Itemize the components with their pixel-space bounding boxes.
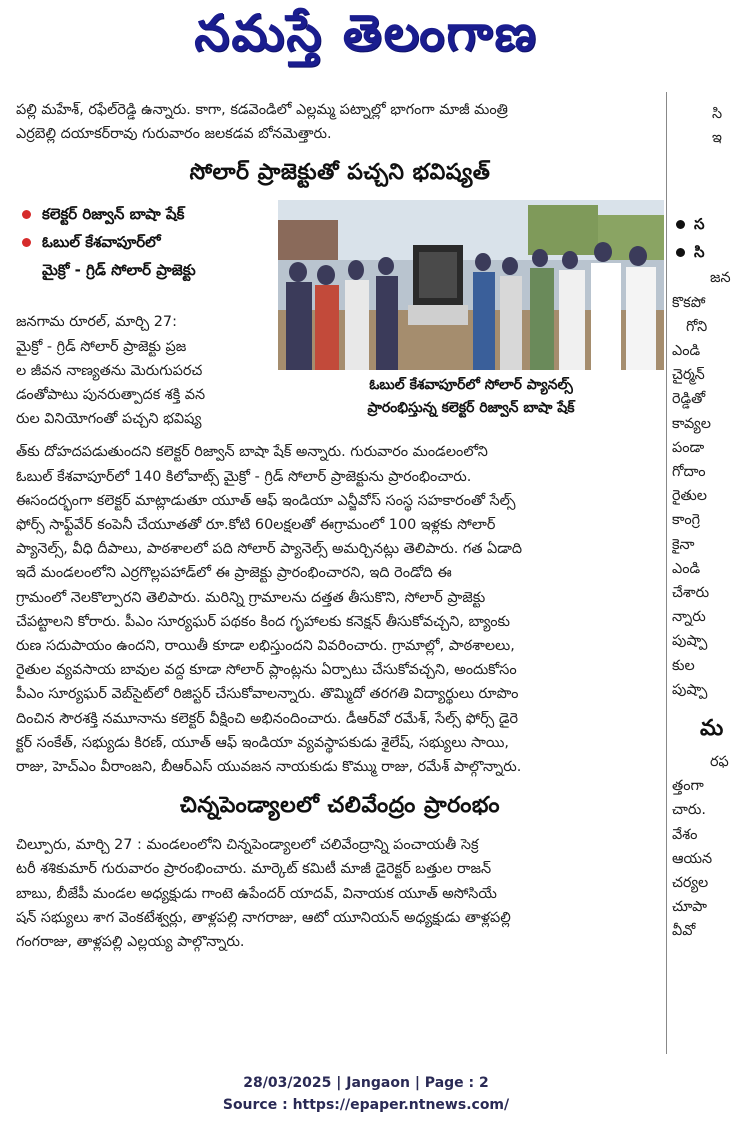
caption-line: ఓబుల్ కేశవాపూర్‌లో సోలార్ ప్యానల్స్ [369, 377, 573, 394]
subhead-bullet [16, 228, 271, 256]
side-line: పుష్పా [672, 681, 708, 698]
article-headline: సోలార్ ప్రాజెక్టుతో పచ్చని భవిష్యత్ [189, 160, 491, 186]
body-line: చిల్పూరు, మార్చి 27 : మండలంలోని చిన్నపెండ్యాలలో చలివేంద్రాన్ని పంచాయతీ సెక్ర [16, 837, 479, 854]
masthead [0, 0, 732, 86]
side-line: త్తంగా [672, 778, 704, 795]
side-line: జన [710, 270, 731, 287]
bullet-dot-icon [676, 248, 685, 257]
body-line: ఇదే మండలంలోని ఎర్రగొల్లపహాడ్‌లో ఈ ప్రాజెక్టు ప్రారంభించారని, ఇది రెండోది ఈ [16, 565, 452, 582]
side-line: న్నారు [672, 609, 706, 626]
side-line: రెడ్డితో [672, 391, 706, 408]
caption-line: ప్రారంభిస్తున్న కలెక్టర్ రిజ్వాన్ బాషా షేక్ [367, 400, 575, 417]
body-line: చేపట్టాలని కోరారు. పీఎం సూర్యఘర్ పథకం కింద గృహాలకు కనెక్షన్ తీసుకోవచ్చని, బ్యాంకు [16, 613, 510, 630]
side-line: ఎండి [672, 343, 701, 360]
side-line: రఫ [710, 754, 729, 771]
side-line: సి [712, 106, 723, 122]
bullet-text: కలెక్టర్ రిజ్వాన్ బాషా షేక్ [42, 205, 185, 224]
body-line: షన్ సభ్యులు శాగ వెంకటేశ్వర్లు, తాళ్లపల్లి నాగరాజు, ఆటో యూనియన్ అధ్యక్షుడు తాళ్లపల్లి [16, 909, 511, 926]
subhead-bullets [16, 200, 271, 284]
footer-source: Source : https://epaper.ntnews.com/ [222, 1097, 510, 1113]
intro-line: పల్లి మహేశ్, రఫేల్‌రెడ్డి ఉన్నారు. కాగా, కడవెండిలో ఎల్లమ్మ పట్నాల్లో భాగంగా మాజీ మంత్రి [16, 102, 508, 118]
body-line: రుల వినియోగంతో పచ్చని భవిష్య [16, 411, 202, 428]
body-line: పీఎం సూర్యఘర్ వెబ్‌సైట్‌లో రిజిస్టర్ చేసుకోవాలన్నారు. తొమ్మిదో తరగతి విద్యార్థులు రూపొం [16, 686, 519, 703]
side-line: చర్యల [672, 875, 709, 892]
side-headline: మ [700, 716, 724, 742]
body-line: గ్రామంలో నెలకొల్పారని తెలిపారు. మరిన్ని గ్రామాలను దత్తత తీసుకొని, సోలార్ ప్రాజెక్టు [16, 589, 486, 606]
side-line: కొకపో [672, 294, 706, 311]
side-line: వీవో [672, 923, 696, 940]
side-line: పండా [672, 439, 705, 456]
body-line: డంతోపాటు పునరుత్పాదక శక్తి వన [16, 387, 206, 404]
side-bullet [672, 238, 732, 266]
page-footer [0, 1072, 732, 1116]
body-line: ఫోర్స్ సాఫ్ట్‌వేర్ కంపెనీ చేయూతతో రూ.కోటి 60లక్షలతో ఈగ్రామంలో 100 ఇళ్లకు సోలార్ [16, 517, 496, 534]
body-line: టరీ శశికుమార్ గురువారం ప్రారంభించారు. మార్కెట్ కమిటీ మాజీ డైరెక్టర్ బత్తుల రాజన్ [16, 861, 492, 878]
side-line: చేశారు [672, 585, 710, 602]
masthead-title: నమస్తే తెలంగాణ [194, 4, 538, 62]
photo-caption [278, 374, 664, 420]
side-bullet [672, 210, 732, 238]
body-line: ఓబుల్ కేశవాపూర్‌లో 140 కిలోవాట్స్ మైక్రో - గ్రిడ్ సోలార్ ప్రాజెక్టును ప్రారంభించారు. [16, 468, 472, 485]
body-line: క్టర్ సంకేత్, సభ్యుడు కిరణ్, యూత్ ఆఫ్ ఇండియా వ్యవస్థాపకుడు శైలేష్, సభ్యులు సాయి, [16, 734, 509, 751]
body-line: రైతుల వ్యవసాయ బావుల వద్ద కూడా సోలార్ ప్లాంట్లను ఏర్పాటు చేసుకోవచ్చని, అందుకోసం [16, 662, 517, 679]
side-line: ఎండి [672, 560, 701, 577]
side-line: కాంగ్రె [672, 512, 701, 529]
body-line: ప్యానెల్స్, వీధి దీపాలు, పాఠశాలలో పది సోలార్ ప్యానెల్స్ అమర్చినట్లు తెలిపారు. గత ఏడాది [16, 541, 523, 558]
side-line: కావ్యల [672, 415, 711, 432]
body-line: రుణ సదుపాయం ఉందని, రాయితీ కూడా లభిస్తుందని వివరించారు. గ్రామాల్లో, పాఠశాలలు, [16, 638, 515, 655]
side-line: ఆయన [672, 850, 713, 867]
article-headline: చిన్నపెండ్యాలలో చలివేంద్రం ప్రారంభం [179, 793, 501, 819]
intro-line: ఎర్రబెల్లి దయాకర్‌రావు గురువారం జలకడవ బోనమెత్తారు. [16, 126, 332, 143]
side-line: చైర్మన్ [672, 367, 705, 384]
subhead-bullet [16, 200, 271, 228]
bullet-dot-icon [22, 210, 31, 219]
side-line: ఇ [712, 130, 722, 147]
bullet-dot-icon [676, 220, 685, 229]
body-line: ఈసందర్భంగా కలెక్టర్ మాట్లాడుతూ యూత్ ఆఫ్ ఇండియా ఎన్జీవోస్ సంస్థ సహకారంతో సేల్స్ [16, 492, 516, 509]
side-line: పుష్పా [672, 633, 708, 650]
footer-date-edition: 28/03/2025 | Jangaon | Page : 2 [243, 1075, 489, 1091]
body-line: త్‌కు దోహదపడుతుందని కలెక్టర్ రిజ్వాన్ బాషా షేక్ అన్నారు. గురువారం మండలంలోని [16, 444, 488, 461]
bullet-text-continued: మైక్రో - గ్రిడ్ సోలార్ ప్రాజెక్టు [42, 261, 196, 280]
article-body [16, 833, 664, 954]
side-column [672, 92, 732, 1054]
article-body [16, 440, 664, 779]
column-divider [666, 92, 667, 1054]
body-line: గంగరాజు, తాళ్లపల్లి ఎల్లయ్య పాల్గొన్నారు. [16, 934, 245, 951]
side-line: కైనా [672, 536, 695, 553]
body-line: ల జీవన నాణ్యతను మెరుగుపరచ [16, 362, 203, 379]
news-photo [278, 200, 664, 370]
side-line: వేశం [672, 826, 698, 843]
side-line: చారు. [672, 802, 706, 819]
bullet-text: సి [694, 243, 705, 262]
bullet-text: ఓబుల్ కేశవాపూర్‌లో [42, 233, 161, 252]
side-line: రైతుల [672, 488, 707, 505]
bullet-text: స [694, 215, 705, 234]
side-line: గోని [686, 318, 708, 335]
side-line: గోదాం [672, 464, 706, 481]
side-line: చూపా [672, 899, 707, 916]
photo-block [278, 200, 664, 420]
bullet-dot-icon [22, 238, 31, 247]
body-line: మైక్రో - గ్రిడ్ సోలార్ ప్రాజెక్టు ప్రజ [16, 338, 187, 355]
main-column [16, 92, 664, 1057]
dateline: జనగామ రూరల్, మార్చి 27: [16, 314, 177, 331]
dateline-column [16, 310, 271, 431]
side-line: కుల [672, 657, 695, 674]
body-line: దించిన సౌరశక్తి నమూనాను కలెక్టర్ వీక్షించి అభినందించారు. డీఆర్‌వో రమేశ్, సేల్స్ ఫోర్స్ డైరె [16, 710, 519, 727]
article-top-row [16, 200, 664, 440]
body-line: బాబు, బీజేపీ మండల అధ్యక్షుడు గాంటె ఉపేందర్ యాదవ్, వినాయక యూత్ అసోసియే [16, 885, 497, 902]
body-line: రాజు, హెచ్‌ఎం వీరాంజని, బీఆర్‌ఎస్ యువజన నాయకుడు కొమ్ము రాజు, రమేశ్ పాల్గొన్నారు. [16, 759, 522, 776]
